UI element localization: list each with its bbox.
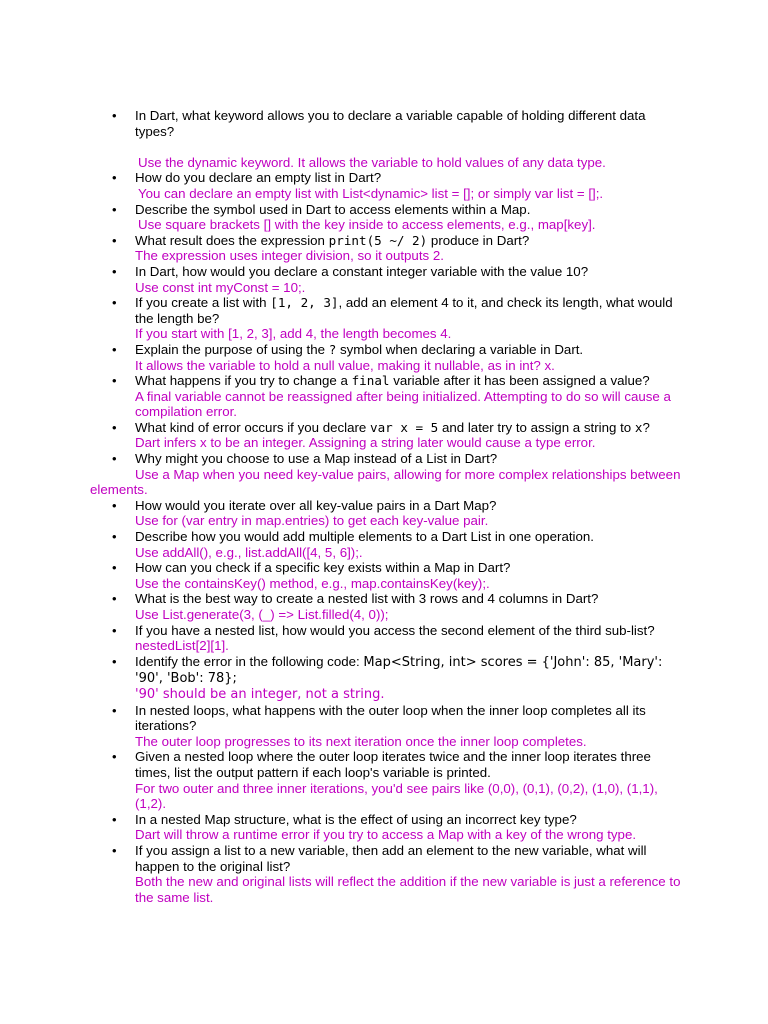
question-text: If you assign a list to a new variable, then add an element to the new variable, what will happen to the original list?	[135, 842, 647, 874]
bullet: •	[112, 560, 117, 576]
bullet: •	[112, 451, 117, 467]
bullet: •	[112, 263, 117, 279]
bullet: •	[112, 749, 117, 765]
list-item	[0, 233, 768, 264]
question-text-part: , add an element 4 to it, and check its length, what would the length be?	[135, 295, 673, 326]
question-text-part: What happens if you try to change a	[135, 373, 352, 389]
question-text-part: ?	[642, 419, 650, 435]
question-text: Given a nested loop where the outer loop iterates twice and the inner loop iterates three times, list the output pattern if each loop's variable is printed.	[135, 749, 651, 780]
inline-code: x	[634, 419, 643, 435]
bullet: •	[112, 811, 117, 827]
answer-text: Use the containsKey() method, e.g., map.containsKey(key);.	[135, 575, 490, 591]
list-item	[0, 529, 768, 560]
list-item	[0, 623, 768, 654]
list-item	[0, 373, 768, 420]
inline-code: ?	[328, 341, 337, 357]
answer-text: Use const int myConst = 10;.	[135, 279, 306, 295]
question-text: How can you check if a specific key exists within a Map in Dart?	[135, 560, 511, 576]
list-item	[0, 560, 768, 591]
bullet: •	[112, 341, 117, 357]
question-text	[135, 233, 682, 249]
question-text-part: produce in Dart?	[427, 232, 530, 248]
answer-text: If you start with [1, 2, 3], add 4, the length becomes 4.	[135, 326, 452, 342]
bullet: •	[112, 201, 117, 217]
answer-text: Use the dynamic keyword. It allows the variable to hold values of any data type.	[138, 154, 606, 170]
list-item	[0, 202, 768, 233]
question-text-part: Identify the error in the following code:	[135, 653, 364, 669]
inline-code: final	[351, 373, 390, 389]
bullet: •	[112, 232, 117, 248]
list-item	[0, 749, 768, 811]
list-item	[0, 703, 768, 750]
answer-text: Dart will throw a runtime error if you try to access a Map with a key of the wrong type.	[135, 827, 637, 843]
inline-code: var x = 5	[370, 419, 439, 435]
answer-text: You can declare an empty list with List<dynamic> list = []; or simply var list = [];.	[138, 185, 604, 201]
list-item	[0, 295, 768, 342]
answer-text: For two outer and three inner iterations, you'd see pairs like (0,0), (0,1), (0,2), (1,0), (1,1), (1,2).	[135, 780, 658, 812]
list-item	[0, 812, 768, 843]
list-item	[0, 264, 768, 295]
question-text: If you have a nested list, how would you access the second element of the third sub-list?	[135, 622, 655, 638]
list-item	[0, 420, 768, 451]
answer-text: Use square brackets [] with the key inside to access elements, e.g., map[key].	[138, 217, 596, 233]
answer-text: Both the new and original lists will reflect the addition if the new variable is just a reference to the same list.	[135, 874, 681, 905]
question-text	[135, 420, 682, 436]
question-text: In nested loops, what happens with the outer loop when the inner loop completes all its iterations?	[135, 702, 646, 734]
question-text: Describe the symbol used in Dart to access elements within a Map.	[135, 201, 531, 217]
answer-text: nestedList[2][1].	[135, 638, 229, 654]
answer-text: '90' should be an integer, not a string.	[135, 686, 385, 702]
inline-code: Map<String, int> scores = {'John': 85, 'Mary': '90', 'Bob': 78};	[135, 654, 663, 687]
bullet: •	[112, 497, 117, 513]
answer-text: Dart infers x to be an integer. Assigning a string later would cause a type error.	[135, 435, 596, 451]
list-item	[0, 342, 768, 373]
question-text: Describe how you would add multiple elements to a Dart List in one operation.	[135, 529, 594, 545]
bullet: •	[112, 842, 117, 858]
bullet: •	[112, 170, 117, 186]
question-text-part: symbol when declaring a variable in Dart.	[336, 341, 584, 357]
list-item	[0, 170, 768, 201]
question-text	[135, 373, 682, 389]
question-text: Why might you choose to use a Map instead of a List in Dart?	[135, 451, 498, 467]
bullet: •	[112, 591, 117, 607]
question-text	[135, 654, 682, 687]
inline-code: [1, 2, 3]	[270, 295, 339, 311]
question-text: In Dart, what keyword allows you to declare a variable capable of holding different data types?	[135, 108, 646, 139]
list-item	[0, 108, 768, 170]
question-text: How would you iterate over all key-value pairs in a Dart Map?	[135, 497, 497, 513]
question-text-part: If you create a list with	[135, 295, 271, 311]
answer-text: The outer loop progresses to its next iteration once the inner loop completes.	[135, 733, 587, 749]
bullet: •	[112, 108, 117, 123]
bullet: •	[112, 622, 117, 638]
question-text-part: Explain the purpose of using the	[135, 341, 329, 357]
question-text: In a nested Map structure, what is the effect of using an incorrect key type?	[135, 811, 577, 827]
list-item	[0, 591, 768, 622]
bullet: •	[112, 702, 117, 718]
question-text: How do you declare an empty list in Dart?	[135, 170, 382, 186]
answer-text: Use a Map when you need key-value pairs, allowing for more complex relationships between elements.	[90, 466, 681, 498]
answer-text: Use for (var entry in map.entries) to get each key-value pair.	[135, 513, 489, 529]
answer-text: The expression uses integer division, so it outputs 2.	[135, 248, 444, 264]
bullet: •	[112, 419, 117, 435]
answer-text: Use List.generate(3, (_) => List.filled(4, 0));	[135, 607, 389, 622]
list-item	[0, 498, 768, 529]
inline-code: print(5 ~/ 2)	[328, 232, 428, 248]
question-text: What is the best way to create a nested list with 3 rows and 4 columns in Dart?	[135, 591, 599, 607]
question-text	[135, 295, 682, 326]
answer-text: Use addAll(), e.g., list.addAll([4, 5, 6]);.	[135, 544, 363, 560]
question-text	[135, 342, 682, 358]
bullet: •	[112, 653, 117, 669]
document-page	[0, 108, 768, 905]
question-text-part: variable after it has been assigned a value?	[389, 373, 650, 389]
bullet: •	[112, 295, 117, 311]
bullet: •	[112, 373, 117, 389]
question-text-part: and later try to assign a string to	[438, 419, 635, 435]
list-item	[0, 451, 768, 498]
question-text-part: What kind of error occurs if you declare	[135, 419, 371, 435]
bullet: •	[112, 529, 117, 545]
list-item	[0, 654, 768, 703]
list-item	[0, 843, 768, 905]
answer-text: It allows the variable to hold a null value, making it nullable, as in int? x.	[135, 357, 555, 373]
question-text-part: What result does the expression	[135, 232, 329, 248]
answer-text: A final variable cannot be reassigned after being initialized. Attempting to do so will cause a compilation error.	[135, 388, 671, 420]
question-text: In Dart, how would you declare a constant integer variable with the value 10?	[135, 263, 589, 279]
